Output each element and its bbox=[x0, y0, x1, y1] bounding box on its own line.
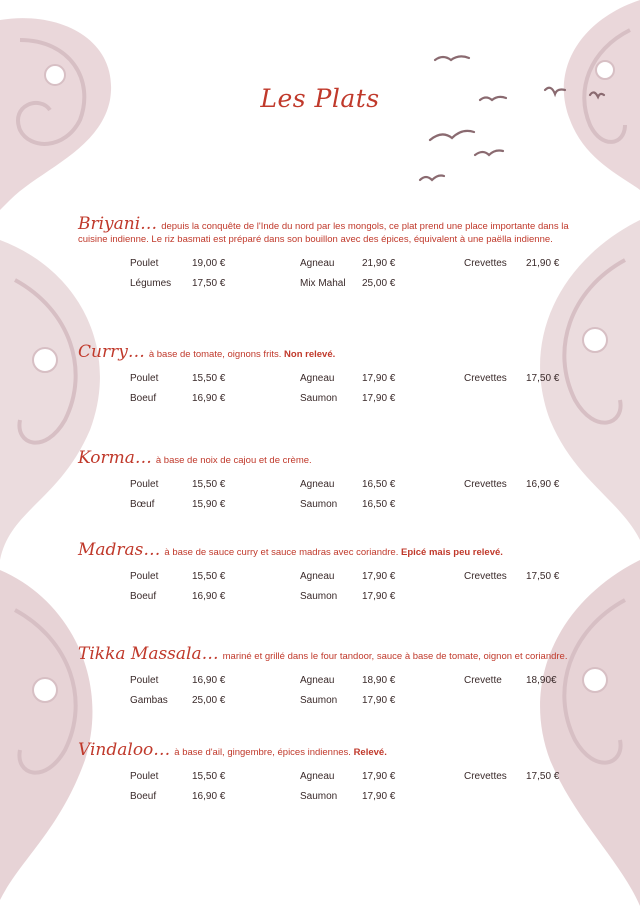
item-name: Crevettes bbox=[464, 258, 507, 269]
dish-name: Curry… bbox=[78, 342, 145, 362]
item-name: Légumes bbox=[130, 278, 172, 289]
price-list bbox=[78, 767, 578, 807]
item-name: Boeuf bbox=[130, 393, 157, 404]
item-price: 21,90 € bbox=[526, 258, 560, 269]
dish-description: à base d'ail, gingembre, épices indiennes. bbox=[174, 747, 351, 758]
item-price: 25,00 € bbox=[192, 695, 226, 706]
item-price: 17,90 € bbox=[362, 393, 396, 404]
item-price: 17,90 € bbox=[362, 771, 396, 782]
item-price: 18,90€ bbox=[526, 675, 557, 686]
item-name: Saumon bbox=[300, 695, 338, 706]
menu-section bbox=[78, 644, 578, 711]
item-name: Agneau bbox=[300, 771, 335, 782]
section-header bbox=[78, 342, 578, 362]
item-name: Agneau bbox=[300, 373, 335, 384]
item-name: Saumon bbox=[300, 499, 338, 510]
item-name: Bœuf bbox=[130, 499, 155, 510]
dish-note: Relevé. bbox=[353, 747, 387, 758]
section-header bbox=[78, 448, 578, 468]
item-price: 16,90 € bbox=[192, 675, 226, 686]
item-price: 17,90 € bbox=[362, 373, 396, 384]
item-price: 18,90 € bbox=[362, 675, 396, 686]
item-price: 17,90 € bbox=[362, 695, 396, 706]
dish-note: Non relevé. bbox=[284, 349, 336, 360]
dish-description: mariné et grillé dans le four tandoor, sauce à base de tomate, oignon et coriandre. bbox=[222, 651, 568, 662]
price-list bbox=[78, 475, 578, 515]
item-name: Agneau bbox=[300, 571, 335, 582]
menu-section bbox=[78, 214, 578, 294]
item-price: 17,50 € bbox=[192, 278, 226, 289]
item-price: 16,90 € bbox=[192, 791, 226, 802]
item-name: Saumon bbox=[300, 393, 338, 404]
price-list bbox=[78, 567, 578, 607]
dish-name: Briyani… bbox=[78, 214, 158, 234]
page-title: Les Plats bbox=[260, 84, 380, 113]
dish-description: à base de tomate, oignons frits. bbox=[148, 349, 282, 360]
item-name: Agneau bbox=[300, 258, 335, 269]
item-name: Crevettes bbox=[464, 771, 507, 782]
item-name: Boeuf bbox=[130, 591, 157, 602]
item-price: 17,90 € bbox=[362, 791, 396, 802]
item-price: 15,50 € bbox=[192, 479, 226, 490]
item-name: Poulet bbox=[130, 373, 159, 384]
dish-description: à base de noix de cajou et de crème. bbox=[155, 455, 312, 466]
item-name: Agneau bbox=[300, 675, 335, 686]
item-price: 16,50 € bbox=[362, 499, 396, 510]
dish-name: Madras… bbox=[78, 540, 161, 560]
menu-section bbox=[78, 342, 578, 409]
item-name: Crevettes bbox=[464, 479, 507, 490]
dish-name: Vindaloo… bbox=[78, 740, 171, 760]
item-name: Crevettes bbox=[464, 571, 507, 582]
item-price: 15,50 € bbox=[192, 571, 226, 582]
item-price: 17,50 € bbox=[526, 771, 560, 782]
dish-note: Epicé mais peu relevé. bbox=[401, 547, 503, 558]
item-name: Poulet bbox=[130, 258, 159, 269]
dish-description: depuis la conquête de l'Inde du nord par les mongols, ce plat prend une place importante dans la cuisine indienne. Le riz basmati est préparé dans son bouillon avec des épices, équivalent à une paëlla indienne. bbox=[78, 221, 569, 245]
item-price: 16,90 € bbox=[192, 393, 226, 404]
section-header bbox=[78, 540, 578, 560]
menu-section bbox=[78, 448, 578, 515]
dish-description: à base de sauce curry et sauce madras avec coriandre. bbox=[164, 547, 399, 558]
item-price: 16,50 € bbox=[362, 479, 396, 490]
menu-section bbox=[78, 540, 578, 607]
dish-name: Tikka Massala… bbox=[78, 644, 219, 664]
item-price: 17,90 € bbox=[362, 591, 396, 602]
section-header bbox=[78, 214, 578, 246]
item-name: Poulet bbox=[130, 571, 159, 582]
price-list bbox=[78, 671, 578, 711]
item-name: Crevettes bbox=[464, 373, 507, 384]
item-name: Crevette bbox=[464, 675, 502, 686]
item-name: Poulet bbox=[130, 479, 159, 490]
item-name: Poulet bbox=[130, 675, 159, 686]
item-price: 25,00 € bbox=[362, 278, 396, 289]
item-name: Saumon bbox=[300, 591, 338, 602]
item-name: Gambas bbox=[130, 695, 168, 706]
price-list bbox=[78, 254, 578, 294]
item-name: Agneau bbox=[300, 479, 335, 490]
item-name: Saumon bbox=[300, 791, 338, 802]
item-name: Poulet bbox=[130, 771, 159, 782]
item-price: 15,50 € bbox=[192, 771, 226, 782]
item-price: 21,90 € bbox=[362, 258, 396, 269]
item-price: 16,90 € bbox=[192, 591, 226, 602]
item-price: 16,90 € bbox=[526, 479, 560, 490]
section-header bbox=[78, 740, 578, 760]
section-header bbox=[78, 644, 578, 664]
item-name: Boeuf bbox=[130, 791, 157, 802]
item-name: Mix Mahal bbox=[300, 278, 346, 289]
item-price: 15,90 € bbox=[192, 499, 226, 510]
menu-section bbox=[78, 740, 578, 807]
birds-illustration bbox=[410, 50, 620, 200]
item-price: 17,50 € bbox=[526, 373, 560, 384]
price-list bbox=[78, 369, 578, 409]
item-price: 19,00 € bbox=[192, 258, 226, 269]
dish-name: Korma… bbox=[78, 448, 152, 468]
item-price: 15,50 € bbox=[192, 373, 226, 384]
item-price: 17,50 € bbox=[526, 571, 560, 582]
item-price: 17,90 € bbox=[362, 571, 396, 582]
